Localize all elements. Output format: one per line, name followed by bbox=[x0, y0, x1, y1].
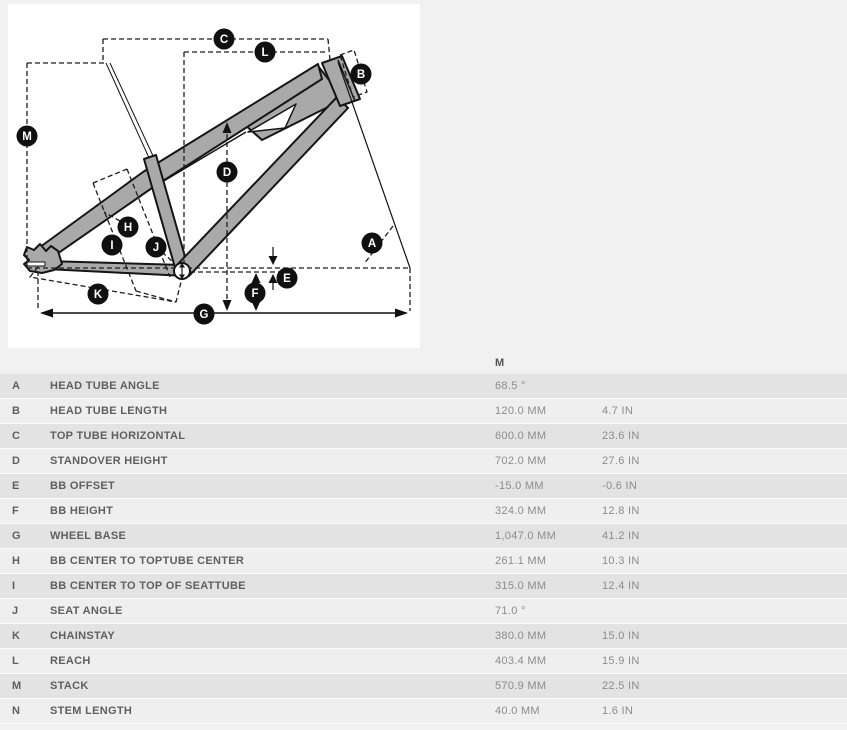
row-letter: B bbox=[12, 405, 21, 417]
marker-letter-k: K bbox=[93, 289, 103, 301]
marker-letter-c: C bbox=[219, 34, 229, 46]
row-letter: E bbox=[12, 480, 20, 492]
table-row bbox=[0, 424, 847, 449]
marker-letter-f: F bbox=[251, 288, 259, 300]
row-value-in: 41.2 IN bbox=[602, 530, 640, 542]
row-value-mm: -15.0 MM bbox=[495, 480, 544, 492]
row-measurement-name: BB OFFSET bbox=[50, 480, 116, 492]
table-row bbox=[0, 524, 847, 549]
marker-letter-j: J bbox=[152, 242, 160, 254]
row-value-in: 1.6 IN bbox=[602, 705, 634, 717]
row-value-mm: 40.0 MM bbox=[495, 705, 540, 717]
bb-center-marker bbox=[174, 263, 190, 279]
row-value-in: 23.6 IN bbox=[602, 430, 640, 442]
table-row bbox=[0, 624, 847, 649]
row-letter: K bbox=[12, 630, 21, 642]
row-measurement-name: STEM LENGTH bbox=[50, 705, 133, 717]
marker-letter-e: E bbox=[283, 273, 291, 285]
row-measurement-name: SEAT ANGLE bbox=[50, 605, 123, 617]
row-value-mm: 315.0 MM bbox=[495, 580, 547, 592]
table-row bbox=[0, 549, 847, 574]
row-letter: H bbox=[12, 555, 21, 567]
row-value-in: 22.5 IN bbox=[602, 680, 640, 692]
row-value-mm: 324.0 MM bbox=[495, 505, 547, 517]
row-letter: J bbox=[12, 605, 19, 617]
row-value-in: 12.8 IN bbox=[602, 505, 640, 517]
marker-letter-h: H bbox=[123, 222, 133, 234]
row-measurement-name: CHAINSTAY bbox=[50, 630, 116, 642]
row-measurement-name: STANDOVER HEIGHT bbox=[50, 455, 168, 467]
geometry-table-body bbox=[0, 374, 847, 724]
axle-slot bbox=[27, 262, 45, 266]
size-column-header: M bbox=[495, 357, 505, 369]
row-value-mm: 600.0 MM bbox=[495, 430, 547, 442]
table-row bbox=[0, 399, 847, 424]
row-letter: M bbox=[12, 680, 22, 692]
table-row bbox=[0, 674, 847, 699]
row-measurement-name: REACH bbox=[50, 655, 91, 667]
diagram-background bbox=[8, 4, 420, 348]
row-letter: A bbox=[12, 380, 21, 392]
row-value-in: 27.6 IN bbox=[602, 455, 640, 467]
row-letter: N bbox=[12, 705, 21, 717]
table-row bbox=[0, 649, 847, 674]
row-measurement-name: HEAD TUBE ANGLE bbox=[50, 380, 160, 392]
geometry-table-header bbox=[0, 352, 847, 374]
row-value-mm: 570.9 MM bbox=[495, 680, 547, 692]
row-value-in: -0.6 IN bbox=[602, 480, 638, 492]
row-value-mm: 1,047.0 MM bbox=[495, 530, 557, 542]
marker-letter-m: M bbox=[22, 131, 32, 143]
row-value-mm: 261.1 MM bbox=[495, 555, 547, 567]
row-letter: I bbox=[12, 580, 16, 592]
row-letter: F bbox=[12, 505, 20, 517]
table-row bbox=[0, 374, 847, 399]
table-row bbox=[0, 599, 847, 624]
marker-letter-g: G bbox=[199, 309, 209, 321]
row-value-in: 15.9 IN bbox=[602, 655, 640, 667]
table-row bbox=[0, 474, 847, 499]
geometry-diagram-panel bbox=[8, 4, 420, 348]
geometry-table bbox=[0, 352, 847, 724]
row-measurement-name: BB CENTER TO TOP OF SEATTUBE bbox=[50, 580, 246, 592]
row-value-in: 15.0 IN bbox=[602, 630, 640, 642]
row-value-in: 4.7 IN bbox=[602, 405, 634, 417]
row-measurement-name: WHEEL BASE bbox=[50, 530, 127, 542]
table-row bbox=[0, 499, 847, 524]
marker-letter-a: A bbox=[367, 238, 377, 250]
row-measurement-name: TOP TUBE HORIZONTAL bbox=[50, 430, 186, 442]
row-value-in: 10.3 IN bbox=[602, 555, 640, 567]
row-measurement-name: BB HEIGHT bbox=[50, 505, 114, 517]
row-value-mm: 380.0 MM bbox=[495, 630, 547, 642]
row-value-mm: 68.5 ° bbox=[495, 380, 526, 392]
row-measurement-name: HEAD TUBE LENGTH bbox=[50, 405, 168, 417]
marker-letter-b: B bbox=[356, 69, 366, 81]
table-row bbox=[0, 449, 847, 474]
row-letter: D bbox=[12, 455, 21, 467]
row-measurement-name: STACK bbox=[50, 680, 89, 692]
geometry-diagram bbox=[8, 4, 420, 348]
row-value-in: 12.4 IN bbox=[602, 580, 640, 592]
marker-letter-d: D bbox=[222, 167, 232, 179]
marker-letter-l: L bbox=[261, 47, 269, 59]
marker-letter-i: I bbox=[110, 240, 114, 252]
row-value-mm: 71.0 ° bbox=[495, 605, 526, 617]
table-row bbox=[0, 699, 847, 724]
table-row bbox=[0, 574, 847, 599]
row-letter: L bbox=[12, 655, 20, 667]
row-value-mm: 702.0 MM bbox=[495, 455, 547, 467]
row-measurement-name: BB CENTER TO TOPTUBE CENTER bbox=[50, 555, 245, 567]
row-letter: C bbox=[12, 430, 21, 442]
row-value-mm: 403.4 MM bbox=[495, 655, 547, 667]
row-letter: G bbox=[12, 530, 21, 542]
row-value-mm: 120.0 MM bbox=[495, 405, 547, 417]
